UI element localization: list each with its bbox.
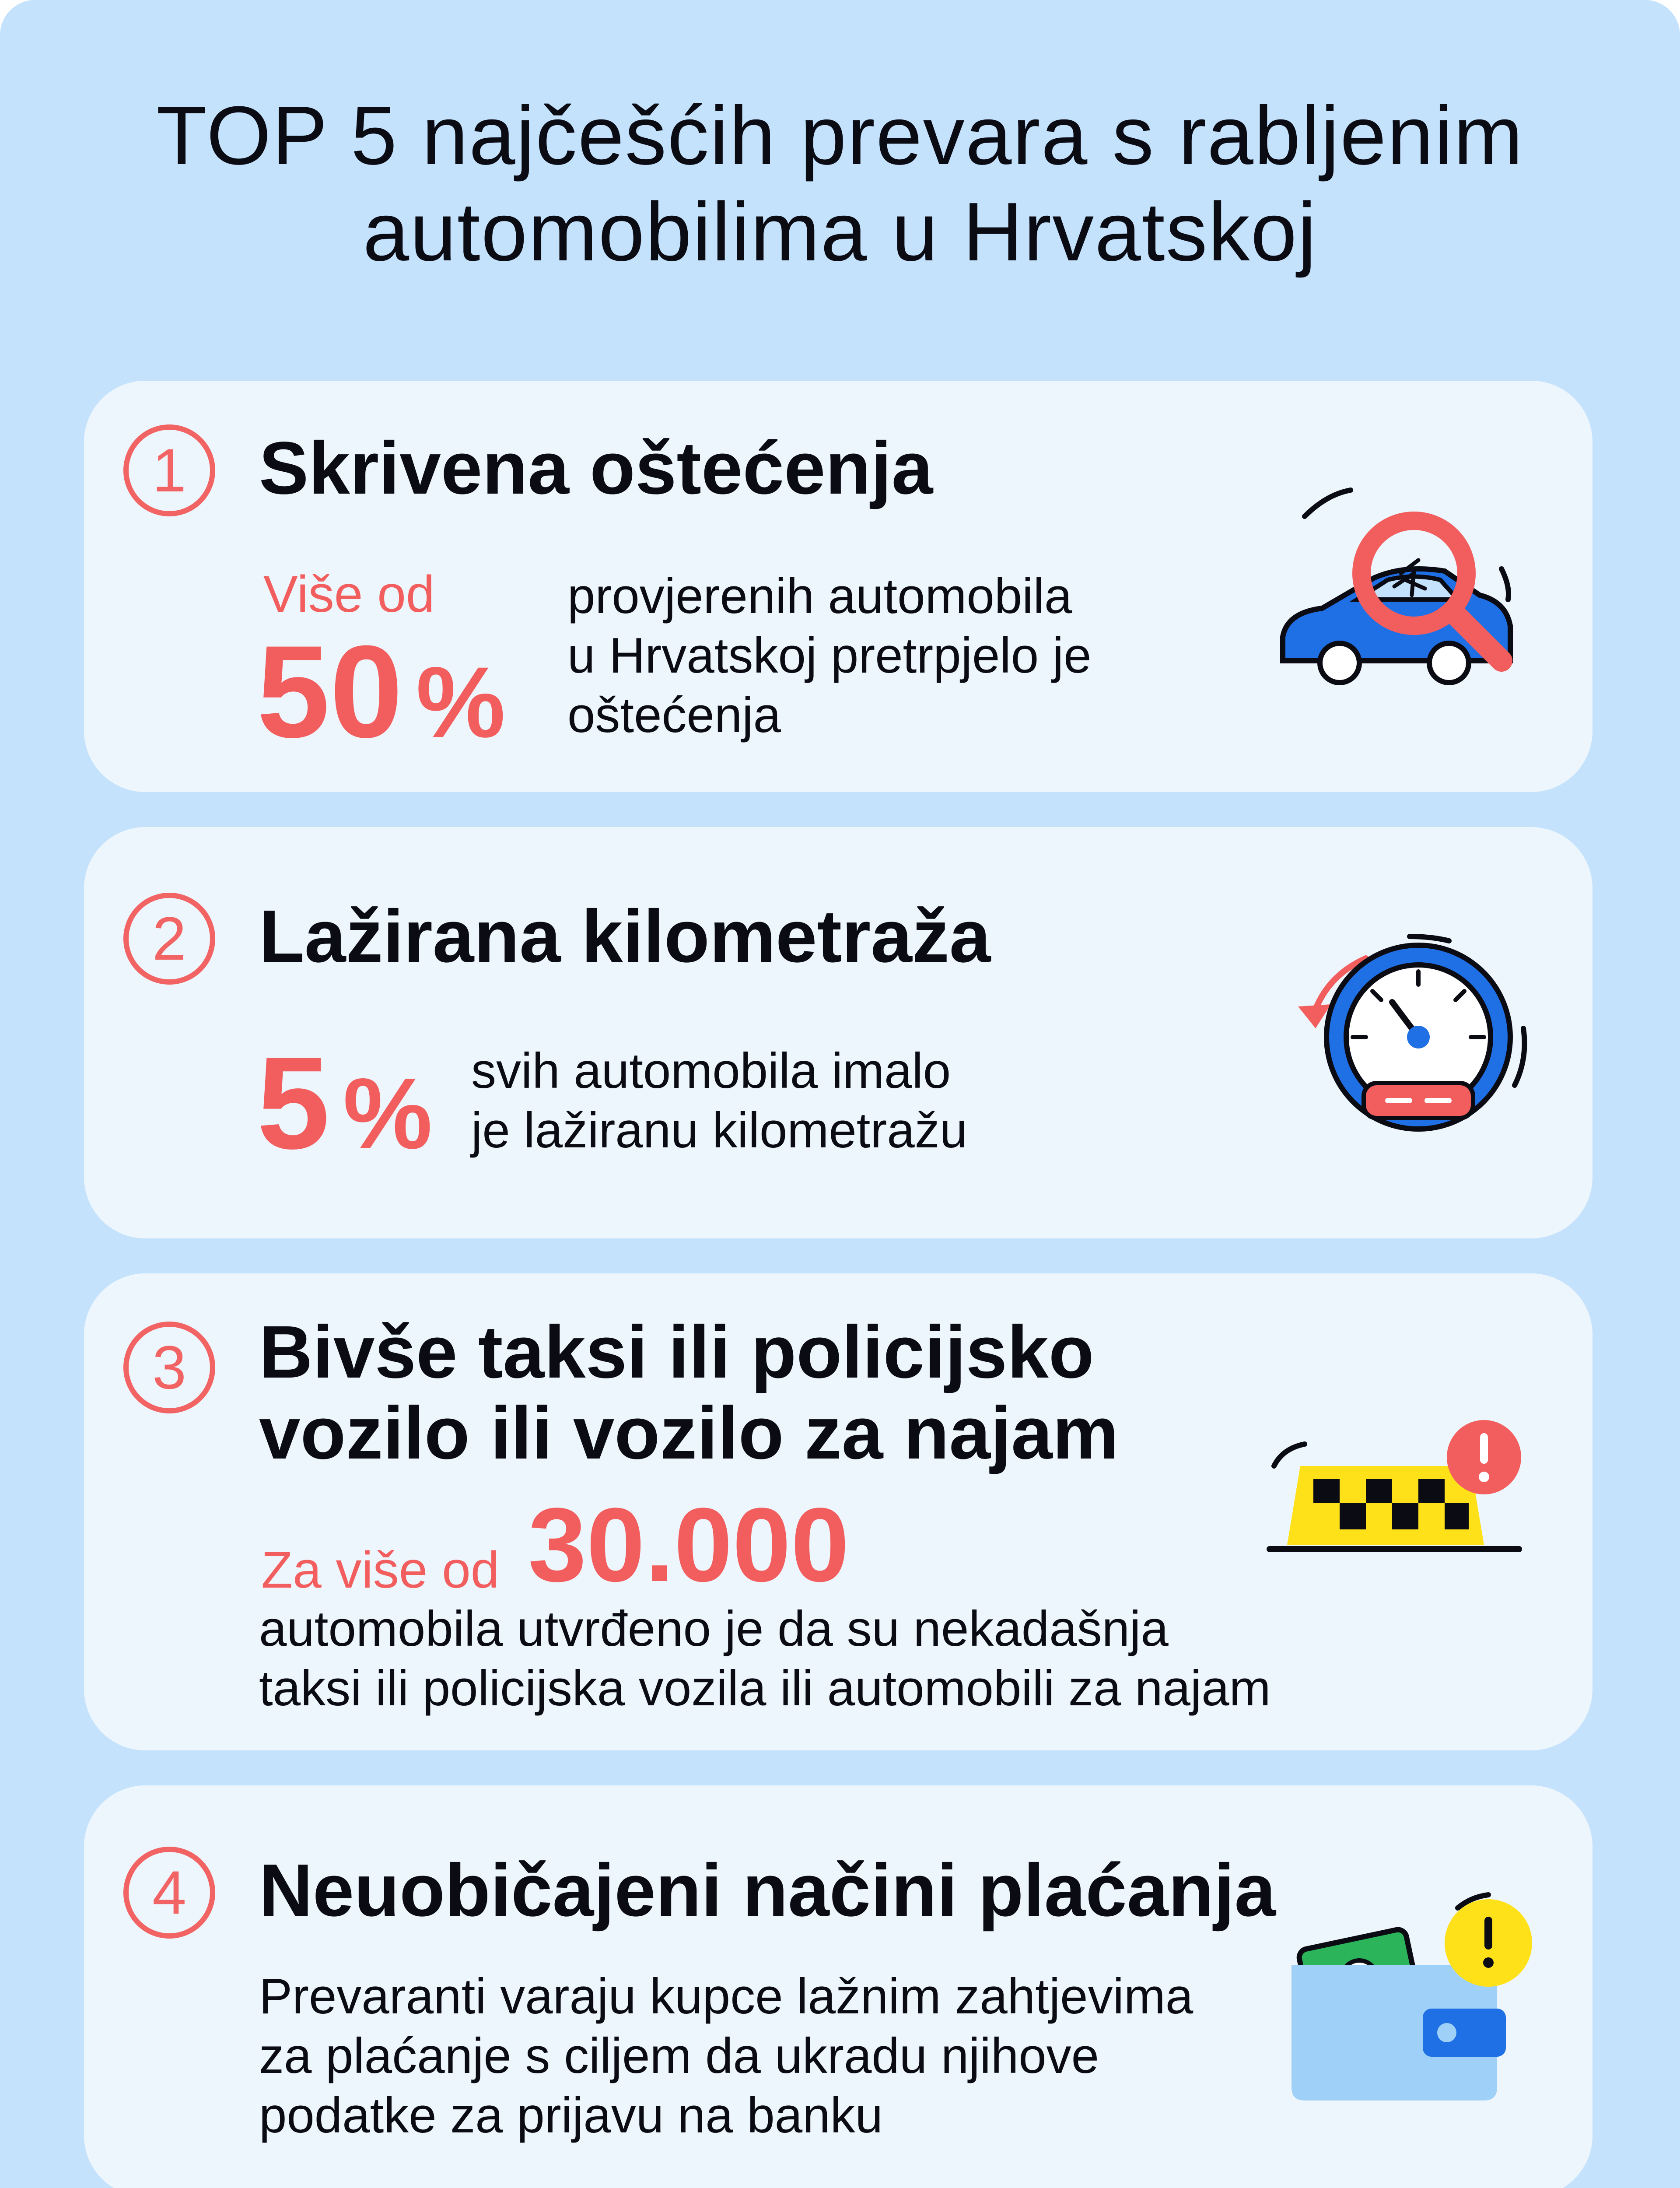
card-former-taxi [84,1273,1592,1750]
stat-label: Za više od [261,1541,500,1599]
stat-unit: % [343,1057,433,1170]
description-line: svih automobila imalo [471,1043,951,1099]
speedometer-icon [1265,928,1536,1155]
description-line: provjerenih automobila [567,568,1072,624]
heading-line: vozilo ili vozilo za najam [259,1392,1119,1475]
taxi-sign-warning-icon [1265,1418,1528,1575]
description-line: Prevaranti varaju kupce lažnim zahtjevima [259,1969,1194,2024]
description-line: u Hrvatskoj pretrpjelo je [567,628,1092,684]
stat-value [257,1029,433,1176]
card-unusual-payment [84,1785,1592,2188]
stat-value: 30.000 [528,1486,850,1603]
stat-number: 50 [257,618,403,765]
description-line: taksi ili policijska vozila ili automobili za najam [259,1661,1271,1716]
card-hidden-damage [84,381,1592,792]
wallet-warning-icon [1278,1890,1532,2118]
item-description [259,1599,1271,1718]
item-heading: Skrivena oštećenja [259,427,933,510]
item-description [471,1041,967,1161]
item-number: 4 [123,1847,215,1939]
heading-line: Bivše taksi ili policijsko [259,1311,1094,1394]
description-line: je lažiranu kilometražu [471,1103,968,1158]
description-line: podatke za prijavu na banku [259,2088,883,2143]
damaged-car-magnifier-icon [1274,486,1536,713]
card-fake-mileage [84,827,1592,1238]
item-number: 2 [123,893,215,985]
item-description [259,1967,1193,2146]
item-number: 1 [123,424,215,516]
item-heading [259,1312,1119,1474]
item-description [567,567,1092,745]
title-line-1: TOP 5 najčešćih prevara s rabljenim [156,89,1524,182]
page-title [0,88,1680,280]
stat-unit: % [416,646,506,758]
description-line: automobila utvrđeno je da su nekadašnja [259,1601,1169,1657]
item-heading: Lažirana kilometraža [259,895,991,978]
item-heading: Neuobičajeni načini plaćanja [259,1849,1276,1932]
item-number: 3 [123,1322,215,1413]
stat-label: Više od [263,565,435,623]
stat-number: 5 [257,1029,330,1176]
stat-value [257,618,506,765]
description-line: za plaćanje s ciljem da ukradu njihove [259,2028,1099,2084]
title-line-2: automobilima u Hrvatskoj [363,186,1317,278]
description-line: oštećenja [567,687,781,743]
